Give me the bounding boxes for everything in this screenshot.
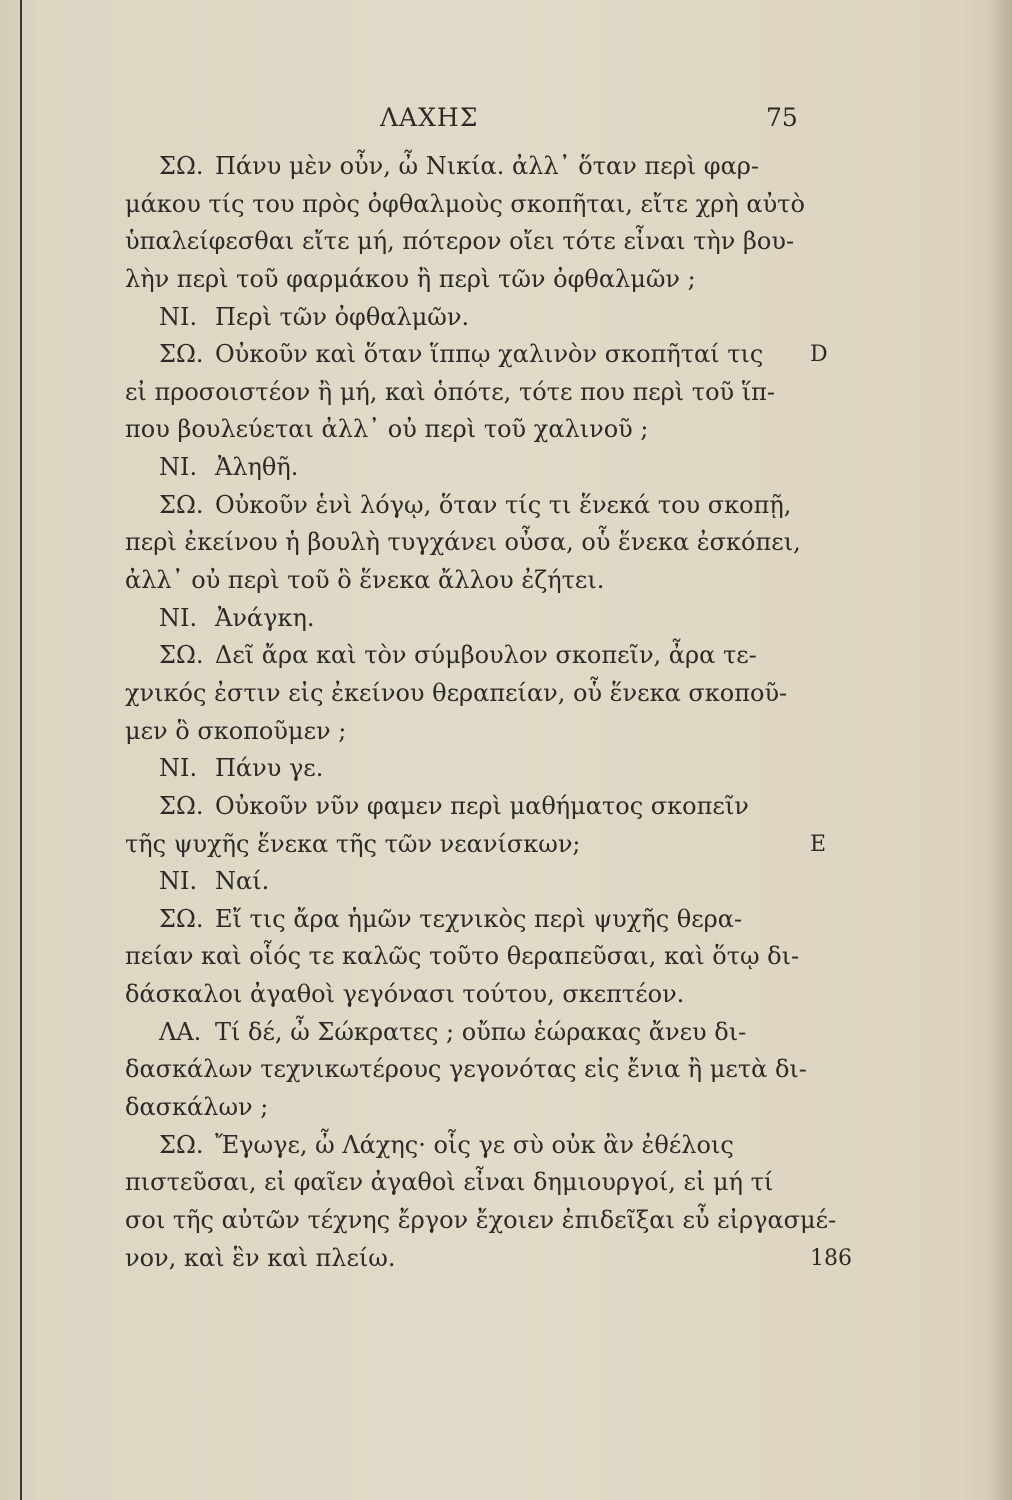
line-content: τῆς ψυχῆς ἕνεκα τῆς τῶν νεανίσκων; [125, 829, 581, 858]
line-text [125, 1240, 396, 1278]
line-text [125, 411, 649, 449]
line-text [125, 186, 805, 224]
line-content: Ἀληθῆ. [215, 453, 299, 482]
speaker-label: ΝΙ. [159, 867, 198, 896]
line-content: πιστεῦσαι, εἰ φαῖεν ἀγαθοὶ εἶναι δημιουργοί, εἰ μή τί [125, 1168, 774, 1197]
line-text [159, 449, 298, 487]
line-text [125, 976, 684, 1014]
text-line [0, 750, 1012, 788]
line-text [159, 299, 469, 337]
running-title: ΛΑΧΗΣ [380, 103, 479, 132]
line-content: μάκου τίς του πρὸς ὀφθαλμοὺς σκοπῆται, εἴτε χρὴ αὐτὸ [125, 189, 805, 218]
line-text [125, 261, 696, 299]
line-text [125, 1164, 773, 1202]
speaker-label: ΣΩ. [159, 904, 204, 933]
line-content: Πάνυ γε. [215, 754, 324, 783]
text-line [0, 637, 1012, 675]
text-line [0, 148, 1012, 186]
line-text [125, 938, 799, 976]
speaker-label: ΛΑ. [159, 1017, 202, 1046]
text-line [0, 1051, 1012, 1089]
stephanus-margin-reference: E [810, 831, 827, 857]
dialogue-text [0, 148, 1012, 1277]
text-line [0, 411, 1012, 449]
line-content: δασκάλων τεχνικωτέρους γεγονότας εἰς ἔνια ἢ μετὰ δι- [125, 1055, 807, 1084]
line-content: Οὐκοῦν νῦν φαμεν περὶ μαθήματος σκοπεῖν [215, 791, 749, 820]
text-line [0, 261, 1012, 299]
speaker-label: ΣΩ. [159, 791, 204, 820]
text-line [0, 1014, 1012, 1052]
line-content: λὴν περὶ τοῦ φαρμάκου ἢ περὶ τῶν ὀφθαλμῶν ; [125, 264, 696, 293]
text-line [0, 863, 1012, 901]
line-text [159, 1014, 746, 1052]
text-line [0, 675, 1012, 713]
text-line [0, 1202, 1012, 1240]
line-text [159, 1127, 734, 1165]
line-text [159, 487, 791, 525]
text-line [0, 1240, 1012, 1278]
stephanus-margin-reference: D [810, 342, 828, 368]
line-content: Δεῖ ἄρα καὶ τὸν σύμβουλον σκοπεῖν, ἆρα τε- [215, 641, 757, 670]
line-content: που βουλεύεται ἀλλ᾽ οὐ περὶ τοῦ χαλινοῦ ; [125, 415, 649, 444]
line-content: περὶ ἐκείνου ἡ βουλὴ τυγχάνει οὖσα, οὗ ἕνεκα ἐσκόπει, [125, 528, 801, 557]
line-content: Οὐκοῦν καὶ ὅταν ἵππῳ χαλινὸν σκοπῆταί τις [215, 340, 764, 369]
line-text [125, 374, 775, 412]
line-text [159, 600, 314, 638]
speaker-label: ΣΩ. [159, 1130, 204, 1159]
text-line [0, 976, 1012, 1014]
line-text [125, 223, 794, 261]
line-text [125, 562, 604, 600]
line-text [125, 675, 787, 713]
line-text [125, 713, 346, 751]
text-line [0, 1127, 1012, 1165]
text-line [0, 600, 1012, 638]
line-content: Περὶ τῶν ὀφθαλμῶν. [215, 302, 470, 331]
line-content: σοι τῆς αὐτῶν τέχνης ἔργον ἔχοιεν ἐπιδεῖξαι εὖ εἰργασμέ- [125, 1205, 837, 1234]
text-line [0, 186, 1012, 224]
line-text [159, 148, 759, 186]
running-header [0, 103, 1012, 143]
line-content: Εἴ τις ἄρα ἡμῶν τεχνικὸς περὶ ψυχῆς θερα- [215, 904, 743, 933]
text-line [0, 487, 1012, 525]
line-content: εἰ προσοιστέον ἢ μή, καὶ ὁπότε, τότε που περὶ τοῦ ἵπ- [125, 377, 776, 406]
line-content: πείαν καὶ οἷός τε καλῶς τοῦτο θεραπεῦσαι, καὶ ὅτῳ δι- [125, 942, 800, 971]
text-line [0, 374, 1012, 412]
stephanus-margin-reference: 186 [810, 1245, 852, 1271]
text-line [0, 336, 1012, 374]
text-line [0, 299, 1012, 337]
line-content: Ἔγωγε, ὦ Λάχης· οἷς γε σὺ οὐκ ἂν ἐθέλοις [215, 1130, 734, 1159]
speaker-label: ΣΩ. [159, 152, 204, 180]
line-text [159, 637, 757, 675]
line-text [125, 1051, 807, 1089]
line-text [125, 1089, 268, 1127]
speaker-label: ΝΙ. [159, 302, 198, 331]
line-text [125, 524, 801, 562]
line-content: Πάνυ μὲν οὖν, ὦ Νικία. ἀλλ᾽ ὅταν περὶ φαρ- [215, 152, 760, 180]
line-content: Οὐκοῦν ἑνὶ λόγῳ, ὅταν τίς τι ἕνεκά του σκοπῇ, [215, 490, 792, 519]
speaker-label: ΝΙ. [159, 603, 198, 632]
line-content: μεν ὃ σκοποῦμεν ; [125, 716, 347, 745]
text-line [0, 1164, 1012, 1202]
text-line [0, 788, 1012, 826]
line-text [125, 1202, 836, 1240]
line-content: ἀλλ᾽ οὐ περὶ τοῦ ὃ ἕνεκα ἄλλου ἐζήτει. [125, 566, 605, 595]
text-line [0, 938, 1012, 976]
speaker-label: ΣΩ. [159, 340, 204, 369]
line-text [159, 788, 749, 826]
line-text [159, 750, 323, 788]
line-content: Ἀνάγκη. [215, 603, 315, 632]
line-text [159, 901, 742, 939]
text-line [0, 223, 1012, 261]
line-content: νον, καὶ ἓν καὶ πλείω. [125, 1243, 396, 1272]
line-content: δάσκαλοι ἀγαθοὶ γεγόνασι τούτου, σκεπτέον. [125, 980, 685, 1009]
speaker-label: ΣΩ. [159, 641, 204, 670]
page-number: 75 [766, 103, 798, 132]
line-content: ὑπαλείφεσθαι εἴτε μή, πότερον οἴει τότε εἶναι τὴν βου- [125, 227, 795, 256]
text-line [0, 826, 1012, 864]
line-content: Τί δέ, ὦ Σώκρατες ; οὔπω ἑώρακας ἄνευ δι- [215, 1017, 747, 1046]
speaker-label: ΣΩ. [159, 490, 204, 519]
speaker-label: ΝΙ. [159, 453, 198, 482]
line-text [159, 336, 763, 374]
text-line [0, 524, 1012, 562]
line-content: χνικός ἐστιν εἰς ἐκείνου θεραπείαν, οὗ ἕνεκα σκοποῦ- [125, 678, 788, 707]
line-text [159, 863, 269, 901]
line-content: δασκάλων ; [125, 1093, 269, 1122]
text-line [0, 1089, 1012, 1127]
text-line [0, 562, 1012, 600]
text-line [0, 713, 1012, 751]
line-text [125, 826, 581, 864]
text-line [0, 901, 1012, 939]
text-line [0, 449, 1012, 487]
speaker-label: ΝΙ. [159, 754, 198, 783]
line-content: Ναί. [215, 867, 270, 896]
